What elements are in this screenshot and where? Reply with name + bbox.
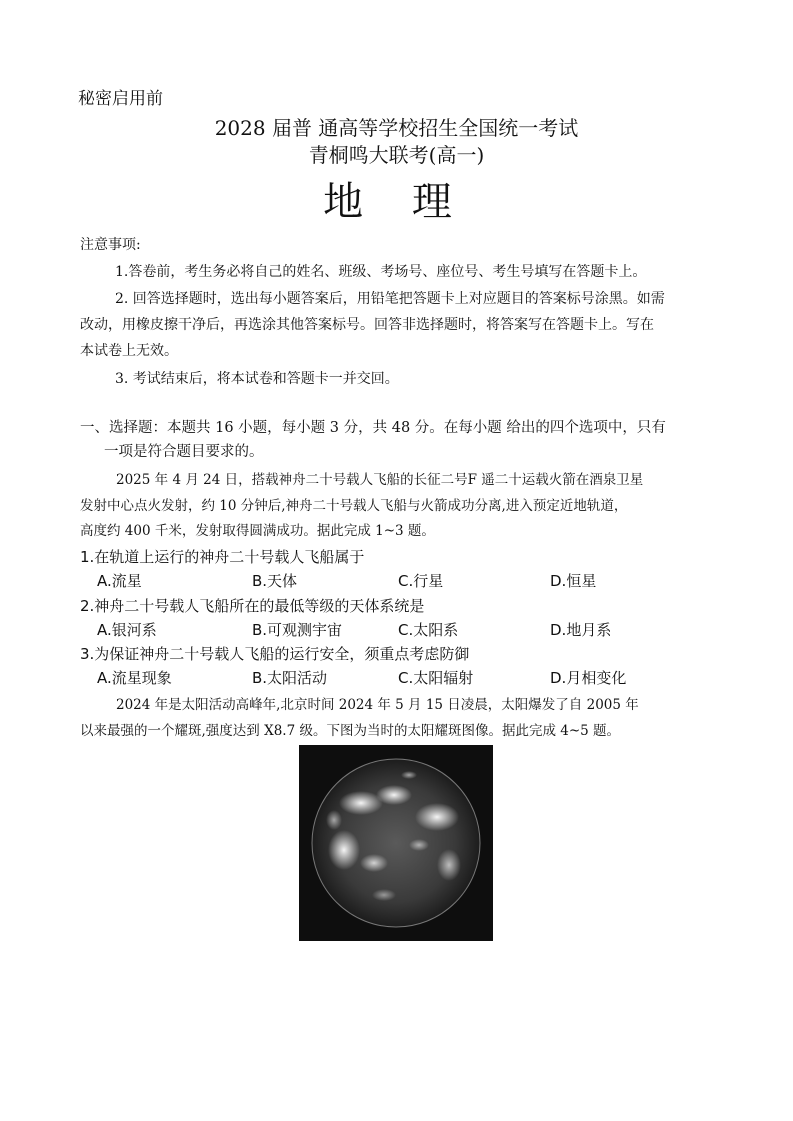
question-2-option-a: A.银河系: [97, 621, 157, 639]
exam-subtitle: 青桐鸣大联考(高一): [308, 143, 485, 167]
notice-heading: 注意事项:: [80, 237, 141, 253]
question-1-option-b: B.天体: [252, 572, 298, 590]
sun-flare-icon: [299, 745, 493, 941]
secret-label: 秘密启用前: [78, 89, 163, 109]
question-3-option-a: A.流星现象: [97, 669, 172, 687]
question-3-stem: 3.为保证神舟二十号载人飞船的运行安全，须重点考虑防御: [80, 645, 470, 663]
sun-flare-image: [299, 745, 493, 941]
question-2-option-b: B.可观测宇宙: [252, 621, 343, 639]
question-3-option-d: D.月相变化: [550, 669, 627, 687]
notice-item-1: 1.答卷前，考生务必将自己的姓名、班级、考场号、座位号、考生号填写在答题卡上。: [115, 264, 647, 280]
passage-2-line-2: 以来最强的一个耀斑,强度达到 X8.7 级。下图为当时的太阳耀斑图像。据此完成 4~5 题。: [80, 723, 621, 739]
question-1-option-d: D.恒星: [550, 572, 597, 590]
section-1-intro-line-2: 一项是符合题目要求的。: [104, 444, 264, 460]
question-3-option-b: B.太阳活动: [252, 669, 328, 687]
question-2-stem: 2.神舟二十号载人飞船所在的最低等级的天体系统是: [80, 597, 425, 615]
notice-item-2-line-1: 2. 回答选择题时，选出每小题答案后，用铅笔把答题卡上对应题目的答案标号涂黑。如需: [115, 291, 665, 307]
question-2-option-c: C.太阳系: [398, 621, 459, 639]
section-1-intro-line-1: 一、选择题：本题共 16 小题，每小题 3 分，共 48 分。在每小题 给出的四个选项中，只有: [80, 420, 666, 436]
question-1-stem: 1.在轨道上运行的神舟二十号载人飞船属于: [80, 548, 365, 566]
notice-item-3: 3. 考试结束后，将本试卷和答题卡一并交回。: [115, 371, 399, 387]
question-2-option-d: D.地月系: [550, 621, 612, 639]
subject-title: 地 理: [323, 179, 470, 225]
passage-1-line-2: 发射中心点火发射，约 10 分钟后,神舟二十号载人飞船与火箭成功分离,进入预定近地轨道，: [80, 498, 628, 514]
notice-item-2-line-2: 改动，用橡皮擦干净后，再选涂其他答案标号。回答非选择题时，将答案写在答题卡上。写在: [80, 317, 654, 333]
passage-2-line-1: 2024 年是太阳活动高峰年,北京时间 2024 年 5 月 15 日凌晨，太阳爆发了自 2005 年: [116, 697, 639, 713]
exam-title: 2028 届普 通高等学校招生全国统一考试: [214, 116, 579, 140]
question-3-option-c: C.太阳辐射: [398, 669, 474, 687]
question-1-option-a: A.流星: [97, 572, 142, 590]
passage-1-line-3: 高度约 400 千米，发射取得圆满成功。据此完成 1~3 题。: [80, 523, 435, 539]
passage-1-line-1: 2025 年 4 月 24 日，搭载神舟二十号载人飞船的长征二号F 遥二十运载火箭在酒泉卫星: [116, 472, 644, 488]
notice-item-2-line-3: 本试卷上无效。: [80, 343, 178, 359]
question-1-option-c: C.行星: [398, 572, 444, 590]
